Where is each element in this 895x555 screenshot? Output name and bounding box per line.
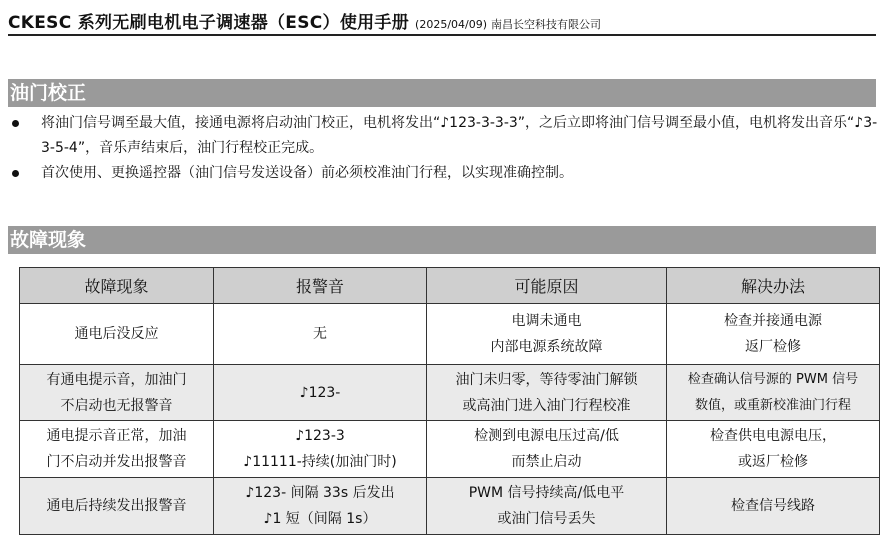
alarm-tone-cell: ♪123- 间隔 33s 后发出 ♪1 短（间隔 1s） <box>214 478 427 535</box>
alarm-tone-cell: ♪123-3 ♪11111-持续(加油门时) <box>214 421 427 478</box>
fault-table <box>19 267 880 535</box>
bullet-item <box>8 111 878 161</box>
bullet-text: 将油门信号调至最大值，接通电源将启动油门校正，电机将发出“♪123-3-3-3”，之后立即将油门信号调至最小值，电机将发出音乐“♪3-3-5-4”，音乐声结束后，油门行程校正完成。 <box>41 115 878 156</box>
table-row <box>20 478 880 535</box>
table-row <box>20 304 880 365</box>
document-title: CKESC 系列无刷电机电子调速器（ESC）使用手册 <box>8 13 410 33</box>
section-heading-faults: 故障现象 <box>8 226 876 254</box>
alarm-tone-cell: 无 <box>214 304 427 365</box>
symptom-cell: 通电提示音正常，加油 门不启动并发出报警音 <box>20 421 214 478</box>
table-row <box>20 365 880 421</box>
section-heading-throttle-calibration: 油门校正 <box>8 79 876 107</box>
column-header-symptom: 故障现象 <box>20 268 214 304</box>
table-row <box>20 421 880 478</box>
solution-cell: 检查供电电源电压， 或返厂检修 <box>667 421 880 478</box>
company-name: 南昌长空科技有限公司 <box>491 18 602 31</box>
cause-cell: 电调未通电 内部电源系统故障 <box>427 304 667 365</box>
calibration-bullet-list <box>8 111 878 186</box>
symptom-cell: 通电后持续发出报警音 <box>20 478 214 535</box>
column-header-solution: 解决办法 <box>667 268 880 304</box>
document-header <box>8 8 876 36</box>
cause-cell: 油门未归零，等待零油门解锁 或高油门进入油门行程校准 <box>427 365 667 421</box>
cause-cell: PWM 信号持续高/低电平 或油门信号丢失 <box>427 478 667 535</box>
symptom-cell: 通电后没反应 <box>20 304 214 365</box>
column-header-alarm-tone: 报警音 <box>214 268 427 304</box>
table-header-row <box>20 268 880 304</box>
bullet-dot-icon <box>12 170 19 177</box>
solution-cell: 检查确认信号源的 PWM 信号 数值，或重新校准油门行程 <box>667 365 880 421</box>
solution-cell: 检查并接通电源 返厂检修 <box>667 304 880 365</box>
bullet-text: 首次使用、更换遥控器（油门信号发送设备）前必须校准油门行程，以实现准确控制。 <box>41 165 573 181</box>
bullet-dot-icon <box>12 120 19 127</box>
cause-cell: 检测到电源电压过高/低 而禁止启动 <box>427 421 667 478</box>
solution-cell: 检查信号线路 <box>667 478 880 535</box>
document-date: (2025/04/09) <box>415 18 488 31</box>
symptom-cell: 有通电提示音，加油门 不启动也无报警音 <box>20 365 214 421</box>
column-header-cause: 可能原因 <box>427 268 667 304</box>
bullet-item <box>8 161 878 186</box>
alarm-tone-cell: ♪123- <box>214 365 427 421</box>
